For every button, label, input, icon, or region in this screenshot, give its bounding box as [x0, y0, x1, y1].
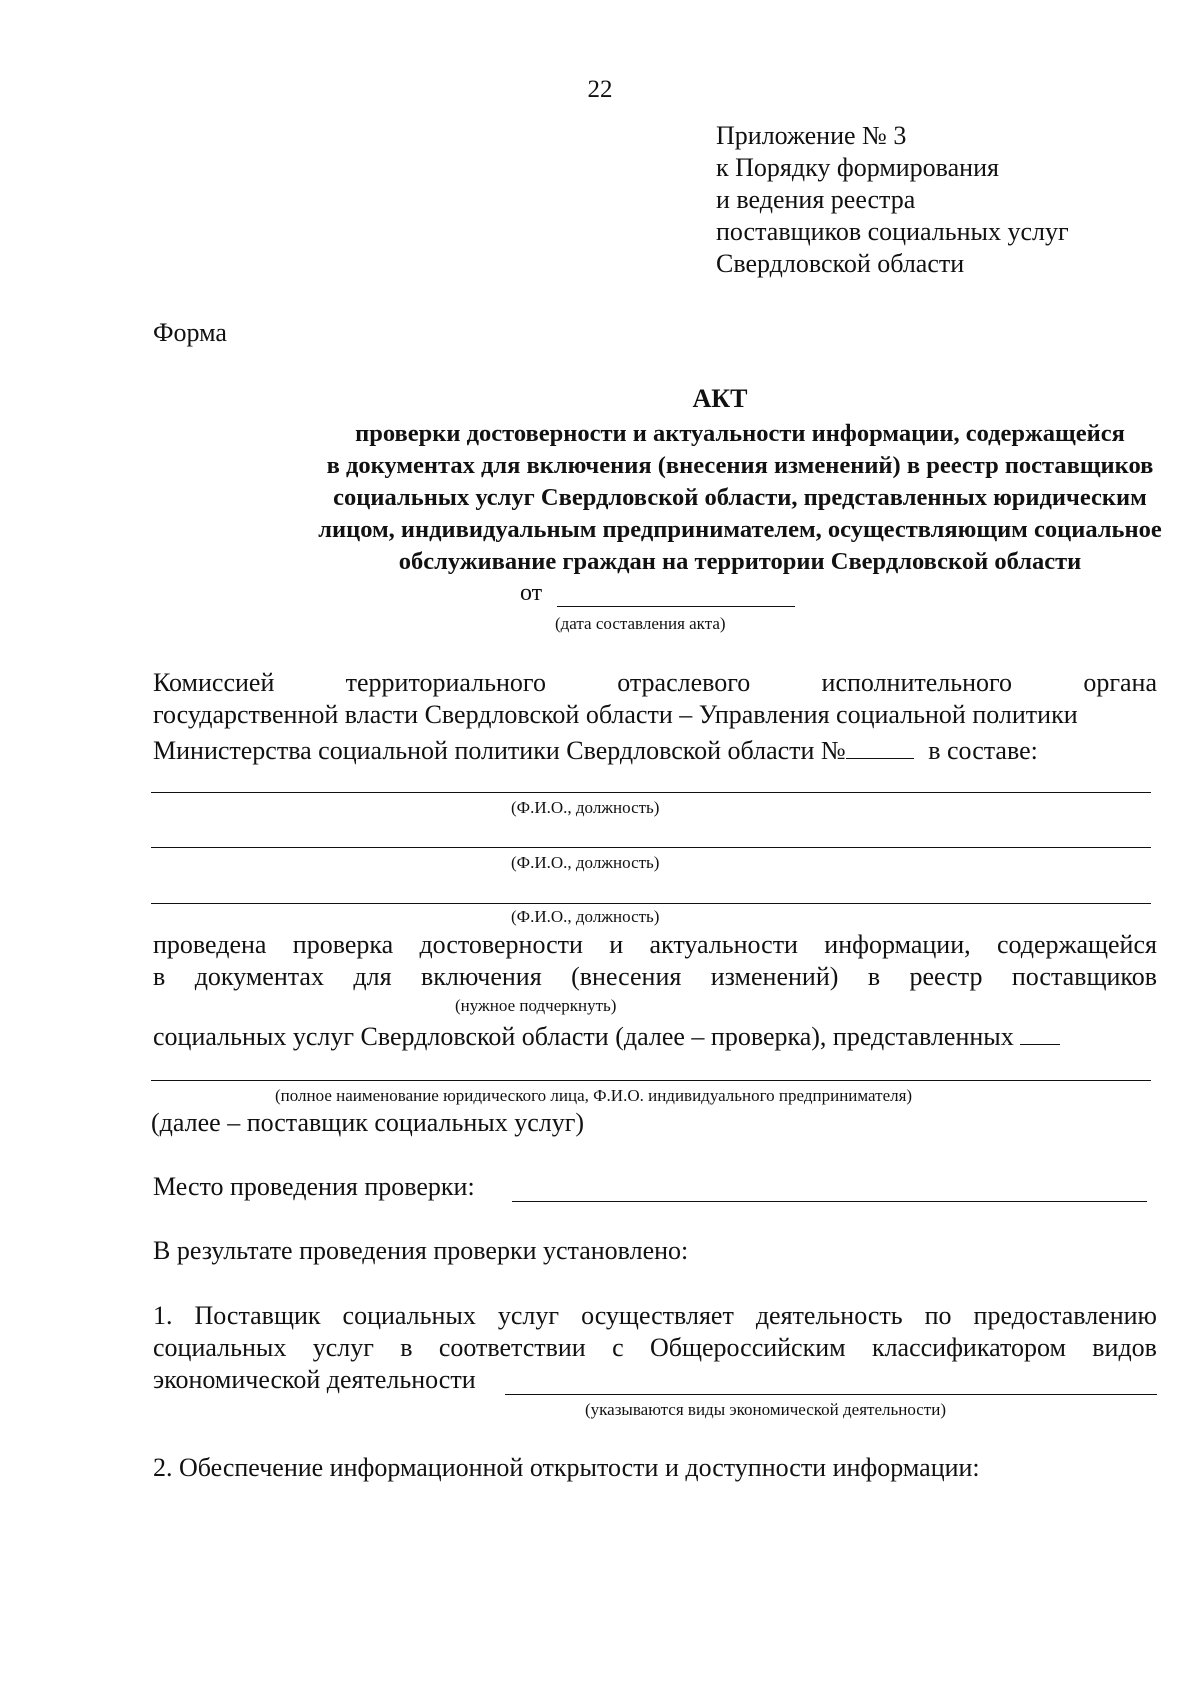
word: Поставщик — [194, 1301, 321, 1330]
subtitle-line: обслуживание граждан на территории Свердловской области — [398, 548, 1082, 575]
word: отраслевого — [617, 668, 751, 697]
member-1-caption: (Ф.И.О., должность) — [511, 798, 660, 817]
word: с — [612, 1333, 624, 1362]
word: 1. — [153, 1301, 173, 1330]
member-2-field[interactable] — [151, 847, 1151, 848]
item1-line-1 — [153, 1301, 1157, 1331]
word: реестр — [909, 962, 983, 991]
commission-number-field[interactable] — [846, 732, 914, 759]
place-field[interactable] — [512, 1201, 1147, 1202]
word: по — [924, 1301, 952, 1330]
date-field[interactable] — [557, 606, 795, 607]
verification-line-3 — [153, 1018, 1060, 1052]
word: осуществляет — [581, 1301, 734, 1330]
verification-line-2 — [153, 962, 1157, 992]
commission-text: Министерства социальной политики Свердловской области № — [153, 736, 846, 765]
appendix-line: к Порядку формирования — [716, 153, 999, 182]
item1-line-3: экономической деятельности — [153, 1365, 476, 1394]
word: изменений) — [710, 962, 839, 991]
word: классификатором — [871, 1333, 1066, 1362]
word: исполнительного — [821, 668, 1013, 697]
word: социальных — [342, 1301, 476, 1330]
appendix-line: Свердловской области — [716, 249, 965, 278]
date-caption: (дата составления акта) — [555, 614, 726, 633]
word: органа — [1083, 668, 1157, 697]
word: содержащейся — [996, 930, 1157, 959]
form-label: Форма — [153, 318, 227, 347]
item2-line: 2. Обеспечение информационной открытости и доступности информации: — [153, 1453, 980, 1482]
member-2-caption: (Ф.И.О., должность) — [511, 853, 660, 872]
word: (внесения — [571, 962, 682, 991]
word: для — [353, 962, 392, 991]
commission-line-3 — [153, 732, 1038, 766]
activity-caption: (указываются виды экономической деятельности) — [585, 1400, 946, 1419]
member-1-field[interactable] — [151, 792, 1151, 793]
word: в — [153, 962, 166, 991]
subtitle-line: в документах для включения (внесения изменений) в реестр поставщиков — [326, 452, 1154, 479]
word: Комиссией — [153, 668, 275, 697]
document-title: АКТ — [692, 384, 748, 413]
word: услуг — [312, 1333, 374, 1362]
word: и — [609, 930, 624, 959]
provider-caption: (полное наименование юридического лица, Ф.И.О. индивидуального предпринимателя) — [275, 1086, 913, 1105]
subtitle-line: социальных услуг Свердловской области, представленных юридическим — [333, 484, 1147, 511]
place-label: Место проведения проверки: — [153, 1172, 475, 1201]
word: проверка — [292, 930, 394, 959]
commission-line-2: государственной власти Свердловской области – Управления социальной политики — [153, 700, 1078, 729]
word: социальных — [153, 1333, 287, 1362]
word: деятельность — [755, 1301, 903, 1330]
commission-line-1 — [153, 668, 1157, 698]
word: поставщиков — [1011, 962, 1157, 991]
word: включения — [420, 962, 542, 991]
appendix-line: Приложение № 3 — [716, 121, 907, 150]
activity-field[interactable] — [505, 1394, 1157, 1395]
result-label: В результате проведения проверки установлено: — [153, 1236, 689, 1265]
word: документах — [194, 962, 324, 991]
word: информации, — [824, 930, 971, 959]
word: видов — [1092, 1333, 1157, 1362]
appendix-block — [716, 120, 1069, 280]
subtitle-line: лицом, индивидуальным предпринимателем, осуществляющим социальное — [318, 516, 1162, 543]
word: проведена — [153, 930, 267, 959]
word: достоверности — [419, 930, 583, 959]
page-number: 22 — [587, 76, 613, 103]
provider-field-start[interactable] — [1020, 1018, 1060, 1045]
verification-line-4: (далее – поставщик социальных услуг) — [151, 1108, 585, 1137]
word: соответствии — [438, 1333, 586, 1362]
word: Общероссийским — [649, 1333, 846, 1362]
document-subtitle — [150, 418, 1200, 578]
appendix-line: поставщиков социальных услуг — [716, 217, 1069, 246]
member-3-caption: (Ф.И.О., должность) — [511, 907, 660, 926]
item1-line-2 — [153, 1333, 1157, 1363]
word: территориального — [345, 668, 546, 697]
provider-field[interactable] — [151, 1080, 1151, 1081]
appendix-line: и ведения реестра — [716, 185, 916, 214]
member-3-field[interactable] — [151, 903, 1151, 904]
word: актуальности — [649, 930, 798, 959]
commission-composition: в составе: — [928, 736, 1038, 765]
word: услуг — [497, 1301, 560, 1330]
verification-line-1 — [153, 930, 1157, 960]
word: предоставлению — [973, 1301, 1157, 1330]
word: в — [867, 962, 881, 991]
word: в — [400, 1333, 413, 1362]
underline-caption: (нужное подчеркнуть) — [455, 996, 617, 1015]
subtitle-line: проверки достоверности и актуальности информации, содержащейся — [355, 420, 1125, 447]
verification-text: социальных услуг Свердловской области (далее – проверка), представленных — [153, 1022, 1014, 1051]
date-prefix: от — [520, 580, 543, 606]
